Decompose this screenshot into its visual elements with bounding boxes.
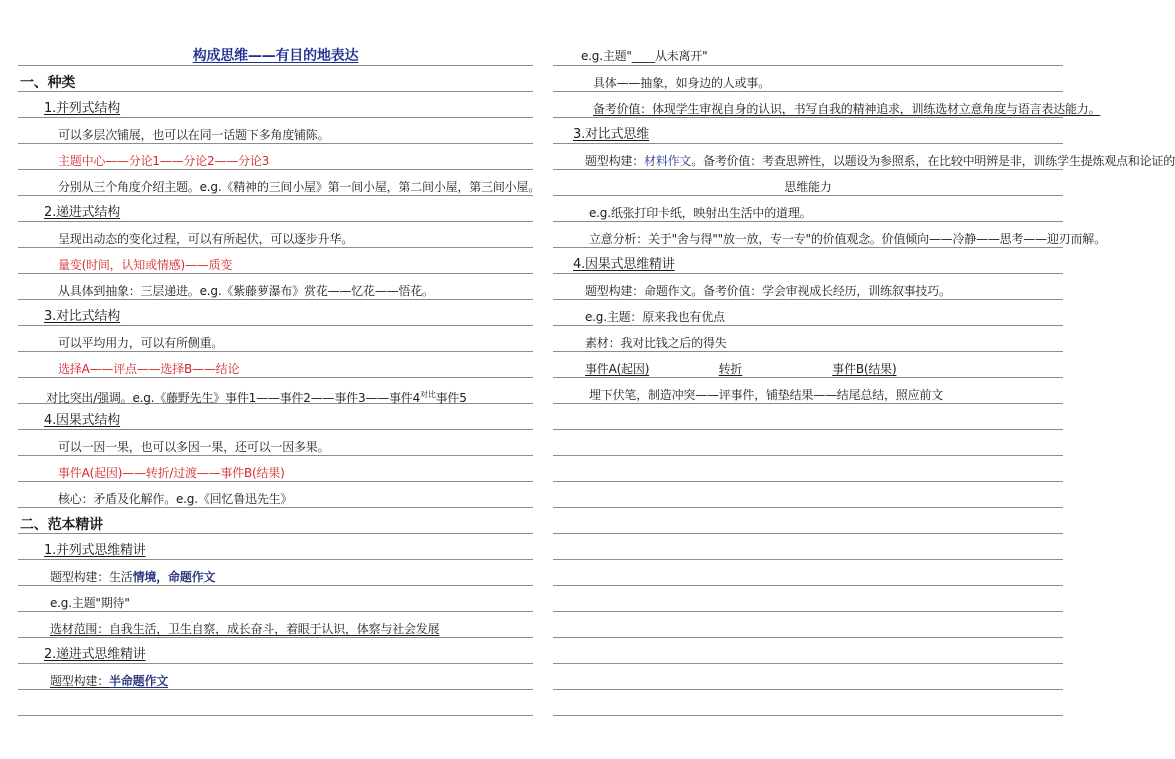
note-line: 核心：矛盾及化解作。e.g.《回忆鲁迅先生》: [58, 492, 293, 506]
note-line: 题型构建：生活情境，命题作文: [50, 570, 216, 584]
subsection-heading: 3.对比式思维: [573, 127, 650, 142]
note-line: 题型构建：材料作文。备考价值：考查思辨性，以题设为参照系，在比较中明辨是非，训练学生提炼观点和论证的: [585, 154, 1175, 168]
section-heading: 一、种类: [20, 75, 76, 91]
subsection-heading: 1.并列式结构: [44, 101, 121, 116]
formula-line: 事件A(起因)——转折/过渡——事件B(结果): [58, 466, 285, 480]
subsection-heading: 2.递进式结构: [44, 205, 121, 220]
turn-label: 转折: [718, 362, 743, 376]
section-heading: 二、范本精讲: [20, 517, 103, 533]
event-b-label: 事件B(结果): [832, 362, 897, 376]
note-line: 对比突出/强调。e.g.《藤野先生》事件1——事件2——事件3——事件4对比事件5: [46, 390, 467, 405]
note-line: 题型构建：命题作文。备考价值：学会审视成长经历，训练叙事技巧。: [585, 284, 951, 298]
note-line: 立意分析：关于"舍与得""放一放，专一专"的价值观念。价值倾向——冷静——思考——迎刃而解。: [589, 232, 1106, 246]
note-line: 具体——抽象，如身边的人或事。: [593, 76, 771, 90]
event-labels-line: [585, 357, 1063, 381]
note-line-continued: 思维能力: [784, 180, 832, 194]
subsection-heading: 4.因果式思维精讲: [573, 257, 675, 272]
note-line: e.g.主题"期待": [50, 596, 130, 610]
note-line: 呈现出动态的变化过程，可以有所起伏，可以逐步升华。: [58, 232, 354, 246]
note-line: e.g.纸张打印卡纸，映射出生活中的道理。: [589, 206, 812, 220]
note-line: e.g.主题"____从未离开": [581, 49, 708, 63]
right-page: [553, 40, 1175, 740]
event-a-label: 事件A(起因): [585, 362, 650, 376]
note-line: 埋下伏笔，制造冲突——评事件，铺垫结果——结尾总结，照应前文: [589, 388, 944, 402]
note-line: e.g.主题：原来我也有优点: [585, 310, 725, 324]
formula-line: 量变(时间，认知或情感)——质变: [58, 258, 233, 272]
page-title: 构成思维——有目的地表达: [192, 48, 359, 64]
note-line: 素材：我对比钱之后的得失: [585, 336, 727, 350]
note-line: 题型构建：半命题作文: [50, 674, 169, 688]
note-line: 可以多层次铺展，也可以在同一话题下多角度铺陈。: [58, 128, 330, 142]
left-page: [18, 40, 541, 740]
formula-line: 主题中心——分论1——分论2——分论3: [58, 154, 270, 168]
note-line: 可以一因一果，也可以多因一果，还可以一因多果。: [58, 440, 330, 454]
subsection-heading: 3.对比式结构: [44, 309, 121, 324]
subsection-heading: 4.因果式结构: [44, 413, 121, 428]
note-line: 从具体到抽象：三层递进。e.g.《紫藤萝瀑布》赏花——忆花——悟花。: [58, 284, 434, 298]
note-line: 可以平均用力，可以有所侧重。: [58, 336, 224, 350]
note-line: 分别从三个角度介绍主题。e.g.《精神的三间小屋》第一间小屋，第二间小屋，第三间小屋。: [58, 180, 541, 194]
subsection-heading: 2.递进式思维精讲: [44, 647, 146, 662]
subsection-heading: 1.并列式思维精讲: [44, 543, 146, 558]
formula-line: 选择A——评点——选择B——结论: [58, 362, 240, 376]
note-line: 备考价值：体现学生审视自身的认识，书写自我的精神追求，训练选材立意角度与语言表达能力。: [593, 102, 1101, 116]
note-line: 选材范围：自我生活，卫生自察，成长奋斗，着眼于认识，体察与社会发展: [50, 622, 440, 636]
